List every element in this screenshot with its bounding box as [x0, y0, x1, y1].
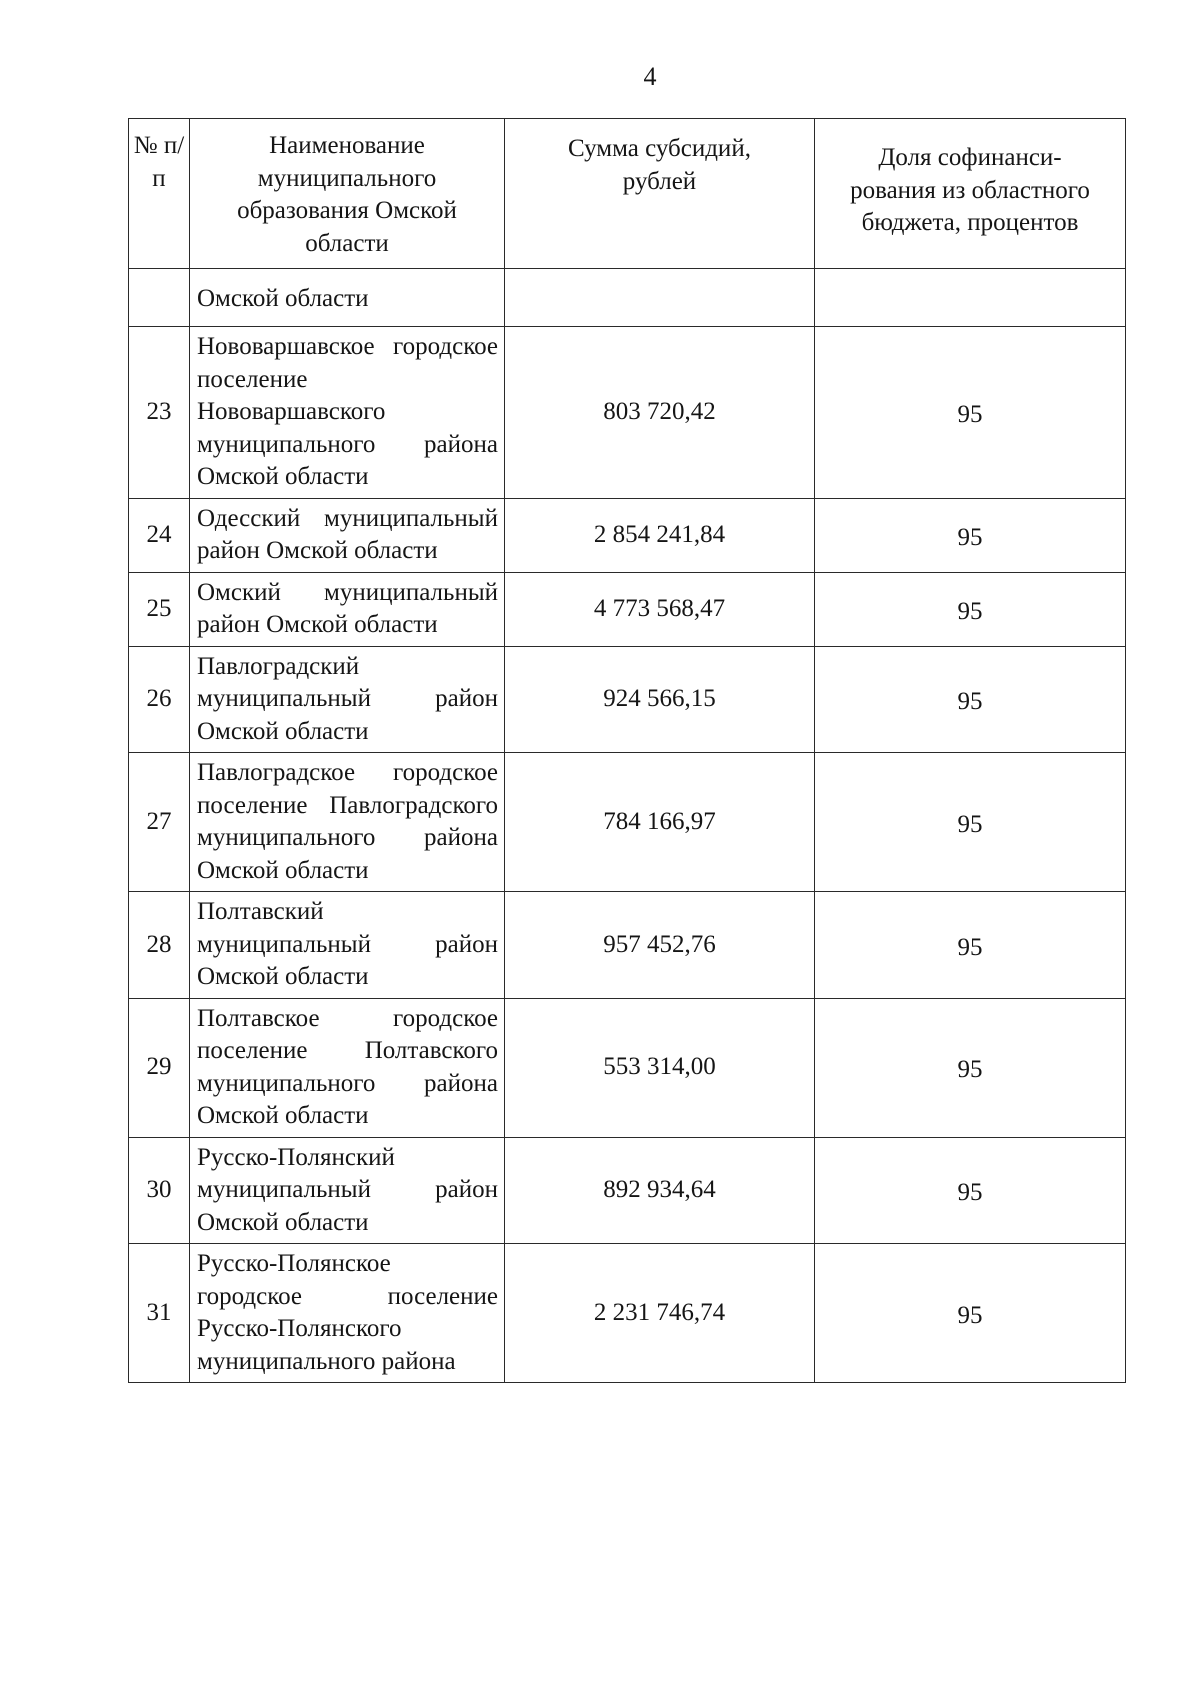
cell-name: Павлоградский муниципальный район Омской области — [190, 646, 505, 753]
header-name: Наименование муниципального образования Омской области — [190, 119, 505, 269]
cell-name: Полтавский муниципальный район Омской области — [190, 892, 505, 999]
cell-name: Одесский муниципальный район Омской области — [190, 498, 505, 572]
cell-sum: 553 314,00 — [505, 998, 815, 1137]
subsidy-table-container — [128, 118, 1125, 1383]
table-row — [129, 998, 1126, 1137]
cell-num: 26 — [129, 646, 190, 753]
cell-num: 24 — [129, 498, 190, 572]
cell-name: Омский муниципальный район Омской области — [190, 572, 505, 646]
cell-sum: 2 231 746,74 — [505, 1244, 815, 1383]
cell-sum: 803 720,42 — [505, 327, 815, 499]
table-header-row — [129, 119, 1126, 269]
cell-pct: 95 — [815, 998, 1126, 1137]
cell-num: 27 — [129, 753, 190, 892]
table-row — [129, 498, 1126, 572]
cell-sum: 924 566,15 — [505, 646, 815, 753]
header-num: № п/п — [129, 119, 190, 269]
cell-name: Русско-Полянский муниципальный район Омской области — [190, 1137, 505, 1244]
table-row — [129, 572, 1126, 646]
table-row — [129, 327, 1126, 499]
cell-pct: 95 — [815, 892, 1126, 999]
cell-sum: 4 773 568,47 — [505, 572, 815, 646]
table-row — [129, 1244, 1126, 1383]
cell-pct — [815, 269, 1126, 327]
table-row — [129, 753, 1126, 892]
cell-sum — [505, 269, 815, 327]
header-sum: Сумма субсидий, рублей — [505, 119, 815, 269]
cell-name: Павлоградское городское поселение Павлоградского муниципального района Омской области — [190, 753, 505, 892]
cell-pct: 95 — [815, 1244, 1126, 1383]
cell-name: Полтавское городское поселение Полтавского муниципального района Омской области — [190, 998, 505, 1137]
cell-num: 30 — [129, 1137, 190, 1244]
cell-name: Омской области — [190, 269, 505, 327]
cell-pct: 95 — [815, 498, 1126, 572]
cell-num — [129, 269, 190, 327]
cell-pct: 95 — [815, 1137, 1126, 1244]
table-row — [129, 646, 1126, 753]
cell-pct: 95 — [815, 327, 1126, 499]
cell-name: Русско-Полянское городское поселение Русско-Полянского муниципального района — [190, 1244, 505, 1383]
table-row — [129, 892, 1126, 999]
cell-name: Нововаршавское городское поселение Нововаршавского муниципального района Омской области — [190, 327, 505, 499]
subsidy-table — [128, 118, 1126, 1383]
cell-pct: 95 — [815, 753, 1126, 892]
cell-sum: 784 166,97 — [505, 753, 815, 892]
header-pct: Доля софинанси- рования из областного бюджета, процентов — [815, 119, 1126, 269]
cell-num: 23 — [129, 327, 190, 499]
cell-pct: 95 — [815, 646, 1126, 753]
cell-num: 28 — [129, 892, 190, 999]
cell-sum: 892 934,64 — [505, 1137, 815, 1244]
table-row-continued — [129, 269, 1126, 327]
cell-num: 29 — [129, 998, 190, 1137]
cell-sum: 957 452,76 — [505, 892, 815, 999]
table-row — [129, 1137, 1126, 1244]
cell-num: 31 — [129, 1244, 190, 1383]
page-number: 4 — [643, 62, 657, 91]
cell-num: 25 — [129, 572, 190, 646]
cell-pct: 95 — [815, 572, 1126, 646]
cell-sum: 2 854 241,84 — [505, 498, 815, 572]
